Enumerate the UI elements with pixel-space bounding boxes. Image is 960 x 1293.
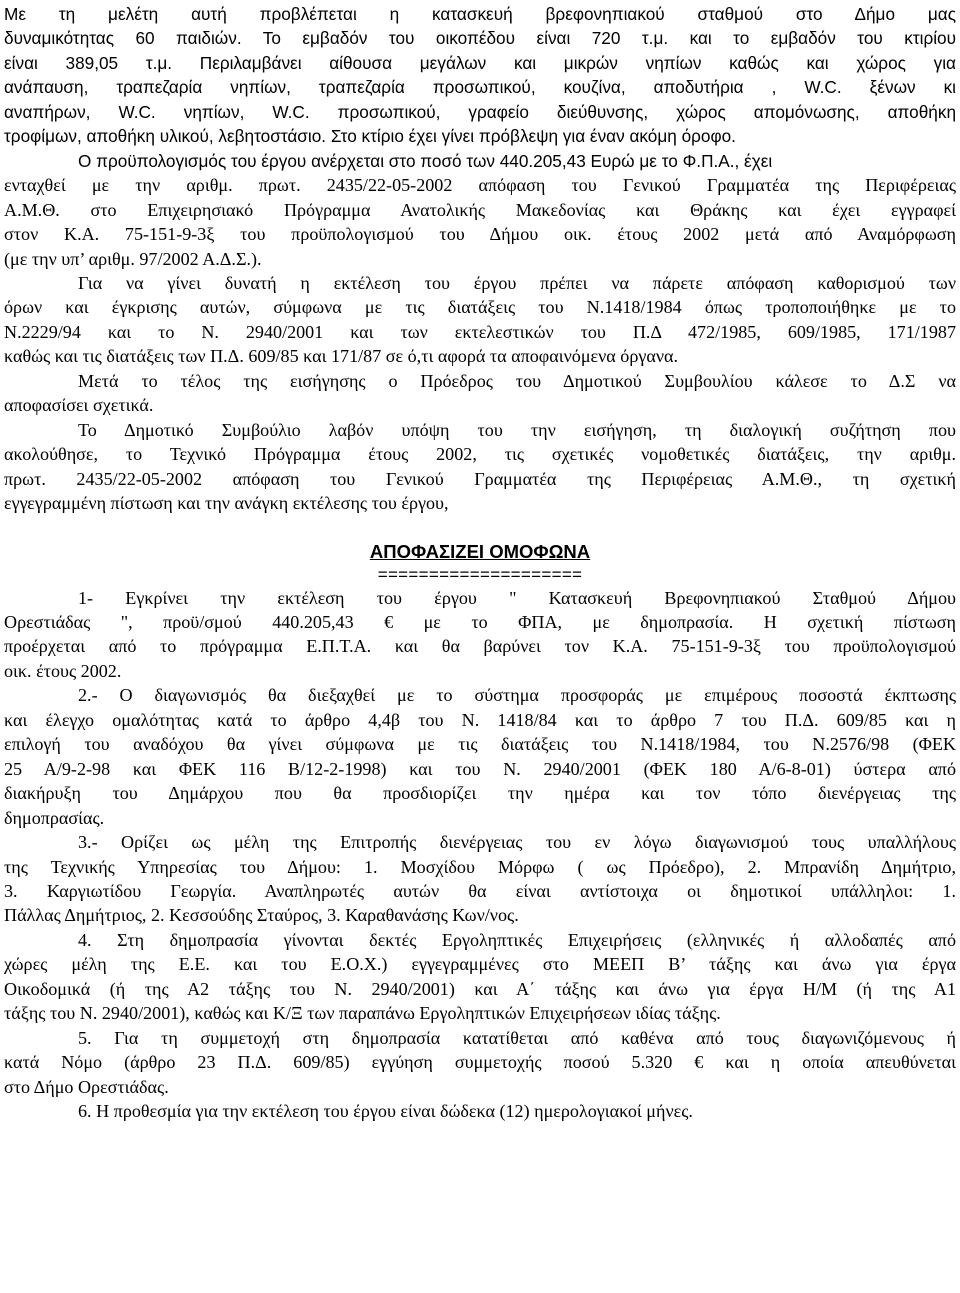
text-line: 1- Εγκρίνει την εκτέλεση του έργου " Κατασκευή Βρεφονηπιακού Σταθμού Δήμου — [78, 587, 956, 608]
text-line: καθώς και τις διατάξεις των Π.Δ. 609/85 και 171/87 σε ό,τι αφορά τα αποφαινόμενα όργανα. — [4, 346, 679, 367]
text-line: Μετά το τέλος της εισήγησης ο Πρόεδρος του Δημοτικού Συμβουλίου κάλεσε το Δ.Σ να — [78, 370, 956, 391]
text-line: Ν.2229/94 και το Ν. 2940/2001 και των εκτελεστικών του Π.Δ 472/1985, 609/1985, 171/1987 — [4, 321, 956, 342]
text-line: ενταχθεί με την αριθμ. πρωτ. 2435/22-05-2002 απόφαση του Γενικού Γραμματέα της Περιφέρειας — [4, 175, 956, 196]
item-4 — [4, 928, 956, 1026]
text-line: χώρες μέλη της Ε.Ε. και του Ε.Ο.Χ.) εγγεγραμμένες στο ΜΕΕΠ Β’ τάξης και άνω για έργα — [4, 954, 956, 975]
decision-heading: ΑΠΟΦΑΣΙΖΕΙ ΟΜΟΦΩΝΑ — [369, 540, 591, 562]
text-line: οικ. έτους 2002. — [4, 660, 122, 681]
text-line: 4. Στη δημοπρασία γίνονται δεκτές Εργοληπτικές Επιχειρήσεις (ελληνικές ή αλλοδαπές από — [78, 929, 956, 950]
president-paragraph — [4, 369, 956, 418]
text-line: δυναμικότητας 60 παιδιών. Το εμβαδόν του οικοπέδου είναι 720 τ.μ. και το εμβαδόν του κτιρίου — [4, 28, 956, 49]
text-line: Οικοδομικά (ή της Α2 τάξης του Ν. 2940/2001) και Α΄ τάξης και άνω για έργα Η/Μ (ή της Α1 — [4, 978, 956, 999]
text-line: αναπήρων, W.C. νηπίων, W.C. προσωπικού, γραφείο διεύθυνσης, χώρος απομόνωσης, αποθήκη — [4, 101, 956, 122]
text-line: είναι 389,05 τ.μ. Περιλαμβάνει αίθουσα μεγάλων και μικρών νηπίων καθώς και χώρος για — [4, 52, 956, 73]
text-line: 3.- Ορίζει ως μέλη της Επιτροπής διενέργειας του εν λόγω διαγωνισμού τους υπαλλήλους — [78, 832, 956, 853]
item-5 — [4, 1026, 956, 1099]
text-line: στο Δήμο Ορεστιάδας. — [4, 1076, 169, 1097]
text-line: 5. Για τη συμμετοχή στη δημοπρασία κατατίθεται από καθένα από τους διαγωνιζόμενους ή — [78, 1027, 956, 1048]
text-line: στον Κ.Α. 75-151-9-3ξ του προϋπολογισμού του Δήμου οικ. έτους 2002 μετά από Αναμόρφωση — [4, 224, 956, 245]
text-line: κατά Νόμο (άρθρο 23 Π.Δ. 609/85) εγγύηση συμμετοχής ποσού 5.320 € και η οποία απευθύνεται — [4, 1052, 956, 1073]
text-line: της Τεχνικής Υπηρεσίας του Δήμου: 1. Μοσχίδου Μόρφω ( ως Πρόεδρο), 2. Μπρανίδη Δημήτριο, — [4, 856, 956, 877]
text-line: 3. Καργιωτίδου Γεωργία. Αναπληρωτές αυτών θα είναι αντίστοιχα οι δημοτικοί υπάλληλοι: 1. — [4, 880, 956, 901]
text-line: Το Δημοτικό Συμβούλιο λαβόν υπόψη του την εισήγηση, τη διαλογική συζήτηση που — [78, 419, 956, 440]
text-line: διακήρυξη του Δημάρχου που θα προσδιορίζει την ημέρα και τον τόπο διενέργειας της — [4, 783, 956, 804]
text-line: ακολούθησε, το Τεχνικό Πρόγραμμα έτους 2002, τις σχετικές νομοθετικές διατάξεις, την αριθμ. — [4, 444, 956, 465]
text-line: και έλεγχο ομαλότητας κατά το άρθρο 4,4β του Ν. 1418/84 και το άρθρο 7 του Π.Δ. 609/85 και η — [4, 709, 956, 730]
text-line: 6. Η προθεσμία για την εκτέλεση του έργου είναι δώδεκα (12) ημερολογιακοί μήνες. — [78, 1101, 693, 1122]
item-2 — [4, 683, 956, 830]
text-line: προέρχεται από το πρόγραμμα Ε.Π.Τ.Α. και θα βαρύνει τον Κ.Α. 75-151-9-3ξ του προϋπολογισμού — [4, 636, 956, 657]
text-line: αποφασίσει σχετικά. — [4, 395, 154, 416]
intro-paragraph-serif — [4, 173, 956, 271]
text-line: Πάλλας Δημήτριος, 2. Κεσσούδης Σταύρος, 3. Καραθανάσης Κων/νος. — [4, 905, 519, 926]
text-line: Με τη μελέτη αυτή προβλέπεται η κατασκευή βρεφονηπιακού σταθμού στο Δήμο μας — [4, 4, 956, 24]
text-line: ανάπαυση, τραπεζαρία νηπίων, τραπεζαρία προσωπικού, κουζίνα, αποδυτήρια , W.C. ξένων κι — [4, 77, 956, 98]
heading-rule: ==================== — [377, 564, 583, 584]
text-line: Για να γίνει δυνατή η εκτέλεση του έργου πρέπει να πάρετε απόφαση καθορισμού των — [78, 272, 956, 293]
item-3 — [4, 830, 956, 928]
decision-paragraph — [4, 271, 956, 369]
item-1 — [4, 586, 956, 684]
text-line: επιλογή του αναδόχου θα γίνει σύμφωνα με τις διατάξεις του Ν.1418/1984, του Ν.2576/98 (ΦΕΚ — [4, 734, 956, 755]
text-line: δημοπρασίας. — [4, 807, 105, 828]
text-line: πρωτ. 2435/22-05-2002 απόφαση του Γενικού Γραμματέα της Περιφέρειας Α.Μ.Θ., τη σχετική — [4, 468, 956, 489]
text-line: Ο προϋπολογισμός του έργου ανέρχεται στο ποσό των 440.205,43 Ευρώ με το Φ.Π.Α., έχει — [78, 150, 773, 171]
item-6 — [4, 1099, 956, 1123]
text-line: 25 Α/9-2-98 και ΦΕΚ 116 Β/12-2-1998) και του Ν. 2940/2001 (ΦΕΚ 180 Α/6-8-01) ύστερα από — [4, 758, 956, 779]
text-line: Α.Μ.Θ. στο Επιχειρησιακό Πρόγραμμα Ανατολικής Μακεδονίας και Θράκης και έχει εγγραφεί — [4, 199, 956, 220]
text-line: όρων και έγκρισης αυτών, σύμφωνα με τις διατάξεις του Ν.1418/1984 όπως τροποποιήθηκε με το — [4, 297, 956, 318]
text-line: εγγεγραμμένη πίστωση και την ανάγκη εκτέλεσης του έργου, — [4, 493, 449, 514]
intro-paragraph — [4, 0, 956, 173]
text-line: 2.- Ο διαγωνισμός θα διεξαχθεί με το σύστημα προσφοράς με επιμέρους ποσοστά έκπτωσης — [78, 685, 956, 706]
council-paragraph — [4, 418, 956, 516]
text-line: τάξης του Ν. 2940/2001), καθώς και Κ/Ξ των παραπάνω Εργοληπτικών Επιχειρήσεων ιδίας τάξης. — [4, 1003, 721, 1024]
text-line: τροφίμων, αποθήκη υλικού, λεβητοστάσιο. Στο κτίριο έχει γίνει πρόβλεψη για έναν ακόμη όροφο. — [4, 126, 736, 147]
text-line: Ορεστιάδας ", προϋ/σμού 440.205,43 € με το ΦΠΑ, με δημοπρασία. Η σχετική πίστωση — [4, 611, 956, 632]
text-line: (με την υπ’ αριθμ. 97/2002 Α.Δ.Σ.). — [4, 248, 262, 269]
